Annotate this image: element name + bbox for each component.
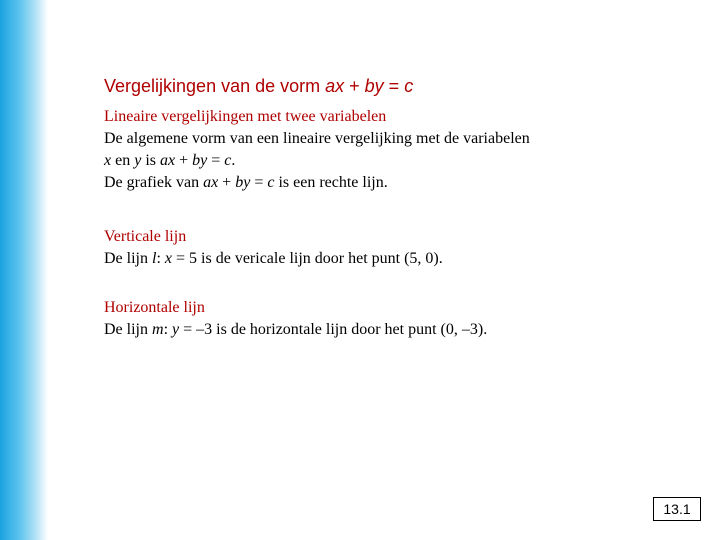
section-horizontal-line	[104, 297, 487, 341]
section-heading: Horizontale lijn	[104, 299, 205, 316]
text-line	[104, 172, 530, 194]
var: ax	[203, 174, 219, 191]
title-var-ax: ax	[325, 76, 345, 96]
var: c	[267, 174, 275, 191]
text-line: De algemene vorm van een lineaire vergelijking met de variabelen	[104, 130, 530, 147]
text: =	[207, 152, 225, 169]
text: is	[141, 152, 160, 169]
var: l	[152, 250, 157, 267]
title-op: =	[383, 76, 405, 96]
text-line	[104, 248, 443, 270]
section-linear-equations	[104, 106, 530, 194]
var: c	[224, 152, 232, 169]
var: ax	[160, 152, 176, 169]
text: .	[231, 152, 236, 169]
text: :	[163, 321, 173, 338]
title-var-by: by	[364, 76, 384, 96]
text: De lijn	[104, 321, 152, 338]
var: by	[235, 174, 251, 191]
text: =	[250, 174, 268, 191]
var: m	[152, 321, 164, 338]
section-vertical-line	[104, 226, 443, 270]
var: y	[172, 321, 180, 338]
text: De lijn	[104, 250, 152, 267]
var: x	[104, 152, 112, 169]
title-text: Vergelijkingen van de vorm	[104, 76, 326, 96]
text: De grafiek van	[104, 174, 204, 191]
text: +	[175, 152, 193, 169]
text: = –3 is de horizontale lijn door het punt (0, –3).	[179, 321, 488, 338]
var: y	[134, 152, 142, 169]
var: x	[164, 250, 173, 267]
text: +	[218, 174, 236, 191]
text: = 5 is de vericale lijn door het punt (5, 0).	[172, 250, 443, 267]
text: is een rechte lijn.	[274, 174, 388, 191]
text-line	[104, 150, 530, 172]
var: by	[192, 152, 208, 169]
section-heading: Verticale lijn	[104, 228, 187, 245]
slide-title	[104, 76, 413, 97]
slide-number-badge: 13.1	[653, 497, 701, 521]
decorative-sidebar-gradient	[0, 0, 48, 540]
text-line	[104, 319, 487, 341]
title-var-c: c	[404, 76, 414, 96]
title-op: +	[344, 76, 365, 96]
text: :	[156, 250, 165, 267]
section-heading: Lineaire vergelijkingen met twee variabelen	[104, 108, 387, 125]
text: en	[111, 152, 135, 169]
